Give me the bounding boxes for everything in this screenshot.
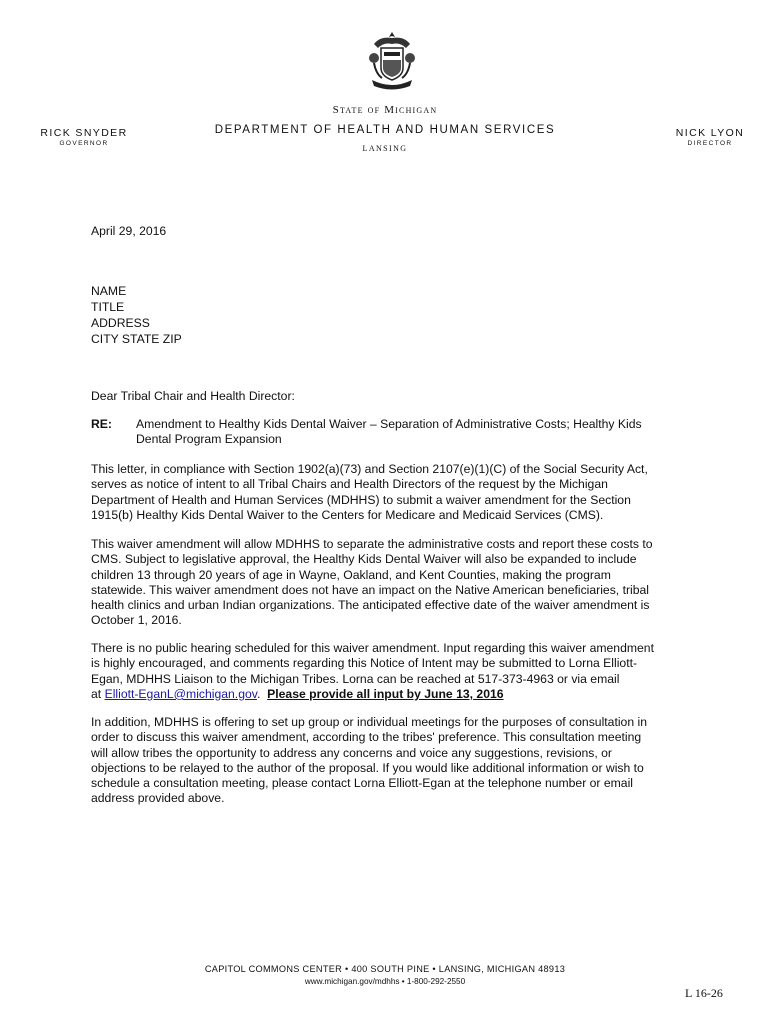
paragraph-line: serves as notice of intent to all Tribal Chairs and Health Directors of the request by the Michigan	[91, 477, 608, 492]
paragraph-line: CMS. Subject to legislative approval, the Healthy Kids Dental Waiver will also be expanded to include	[91, 552, 637, 567]
director-title: DIRECTOR	[687, 140, 733, 147]
paragraph-line: Egan, MDHHS Liaison to the Michigan Tribes. Lorna can be reached at 517-373-4963 or via email	[91, 671, 620, 686]
paragraph-line: October 1, 2016.	[91, 613, 182, 628]
email-link[interactable]: Elliott-EganL@michigan.gov	[104, 686, 257, 701]
paragraph-line: This waiver amendment will allow MDHHS to separate the administrative costs and report these costs to	[91, 537, 653, 551]
paragraph-line: objections to be relayed to the author of the proposal. If you would like additional information or wish to	[91, 760, 644, 775]
governor-name: RICK SNYDER	[40, 127, 128, 139]
form-number: L 16-26	[685, 986, 723, 1000]
paragraph-line: is highly encouraged, and comments regarding this Notice of Intent may be submitted to Lorna Elliott-	[91, 656, 638, 671]
paragraph-line: children 13 through 20 years of age in Wayne, Oakland, and Kent Counties, making the program	[91, 567, 611, 582]
city-heading: LANSING	[362, 144, 408, 153]
paragraph-line	[91, 687, 681, 702]
governor-block	[36, 127, 132, 147]
paragraph-line: Department of Health and Human Services (MDHHS) to submit a waiver amendment for the Section	[91, 492, 631, 507]
department-heading: DEPARTMENT OF HEALTH AND HUMAN SERVICES	[214, 124, 556, 136]
governor-title: GOVERNOR	[59, 140, 109, 147]
state-seal-icon	[366, 30, 418, 92]
paragraph-consultation	[91, 715, 681, 807]
recipient-street: ADDRESS	[91, 316, 150, 330]
director-name: NICK LYON	[675, 127, 745, 139]
paragraph-line: schedule a consultation meeting, please contact Lorna Elliott-Egan at the telephone number or email	[91, 776, 634, 791]
paragraph-line: order to discuss this waiver amendment, according to the tribes' preference. This consultation meeting	[91, 730, 642, 745]
input-deadline-notice: Please provide all input by June 13, 2016	[267, 686, 504, 701]
recipient-address	[91, 283, 182, 347]
paragraph-public-input	[91, 641, 681, 702]
recipient-title: TITLE	[91, 300, 125, 314]
footer-contact: www.michigan.gov/mdhhs • 1-800-292-2550	[304, 977, 466, 986]
paragraph-line: health clinics and urban Indian organizations. The anticipated effective date of the waiver amendment is	[91, 598, 650, 613]
re-subject-line: Amendment to Healthy Kids Dental Waiver – Separation of Administrative Costs; Healthy Kids	[136, 417, 642, 431]
recipient-name: NAME	[91, 284, 127, 298]
re-label: RE:	[91, 417, 112, 431]
paragraph-line: will allow tribes the opportunity to address any concerns and voice any suggestions, revisions, or	[91, 745, 612, 760]
paragraph-line: There is no public hearing scheduled for this waiver amendment. Input regarding this waiver amendment	[91, 641, 654, 655]
paragraph-line: 1915(b) Healthy Kids Dental Waiver to the Centers for Medicare and Medicaid Services (CMS).	[91, 507, 604, 522]
re-subject	[136, 417, 676, 448]
paragraph-intro	[91, 462, 681, 523]
letter-date: April 29, 2016	[91, 224, 167, 238]
paragraph-line: statewide. This waiver amendment does not have an impact on the Native American beneficiaries, tribal	[91, 582, 649, 597]
email-prefix: at	[91, 686, 105, 701]
paragraph-line: This letter, in compliance with Section 1902(a)(73) and Section 2107(e)(1)(C) of the Social Security Act,	[91, 462, 648, 476]
director-block	[668, 127, 752, 147]
salutation: Dear Tribal Chair and Health Director:	[91, 389, 295, 403]
re-subject-line: Dental Program Expansion	[136, 432, 282, 447]
paragraph-line: In addition, MDHHS is offering to set up group or individual meetings for the purposes of consultation in	[91, 715, 647, 729]
paragraph-amendment	[91, 537, 681, 629]
recipient-city-state-zip: CITY STATE ZIP	[91, 332, 182, 346]
state-heading: State of Michigan	[332, 104, 438, 116]
paragraph-line: address provided above.	[91, 791, 225, 806]
email-suffix: .	[256, 686, 268, 701]
footer-address: CAPITOL COMMONS CENTER • 400 SOUTH PINE • LANSING, MICHIGAN 48913	[204, 964, 566, 974]
